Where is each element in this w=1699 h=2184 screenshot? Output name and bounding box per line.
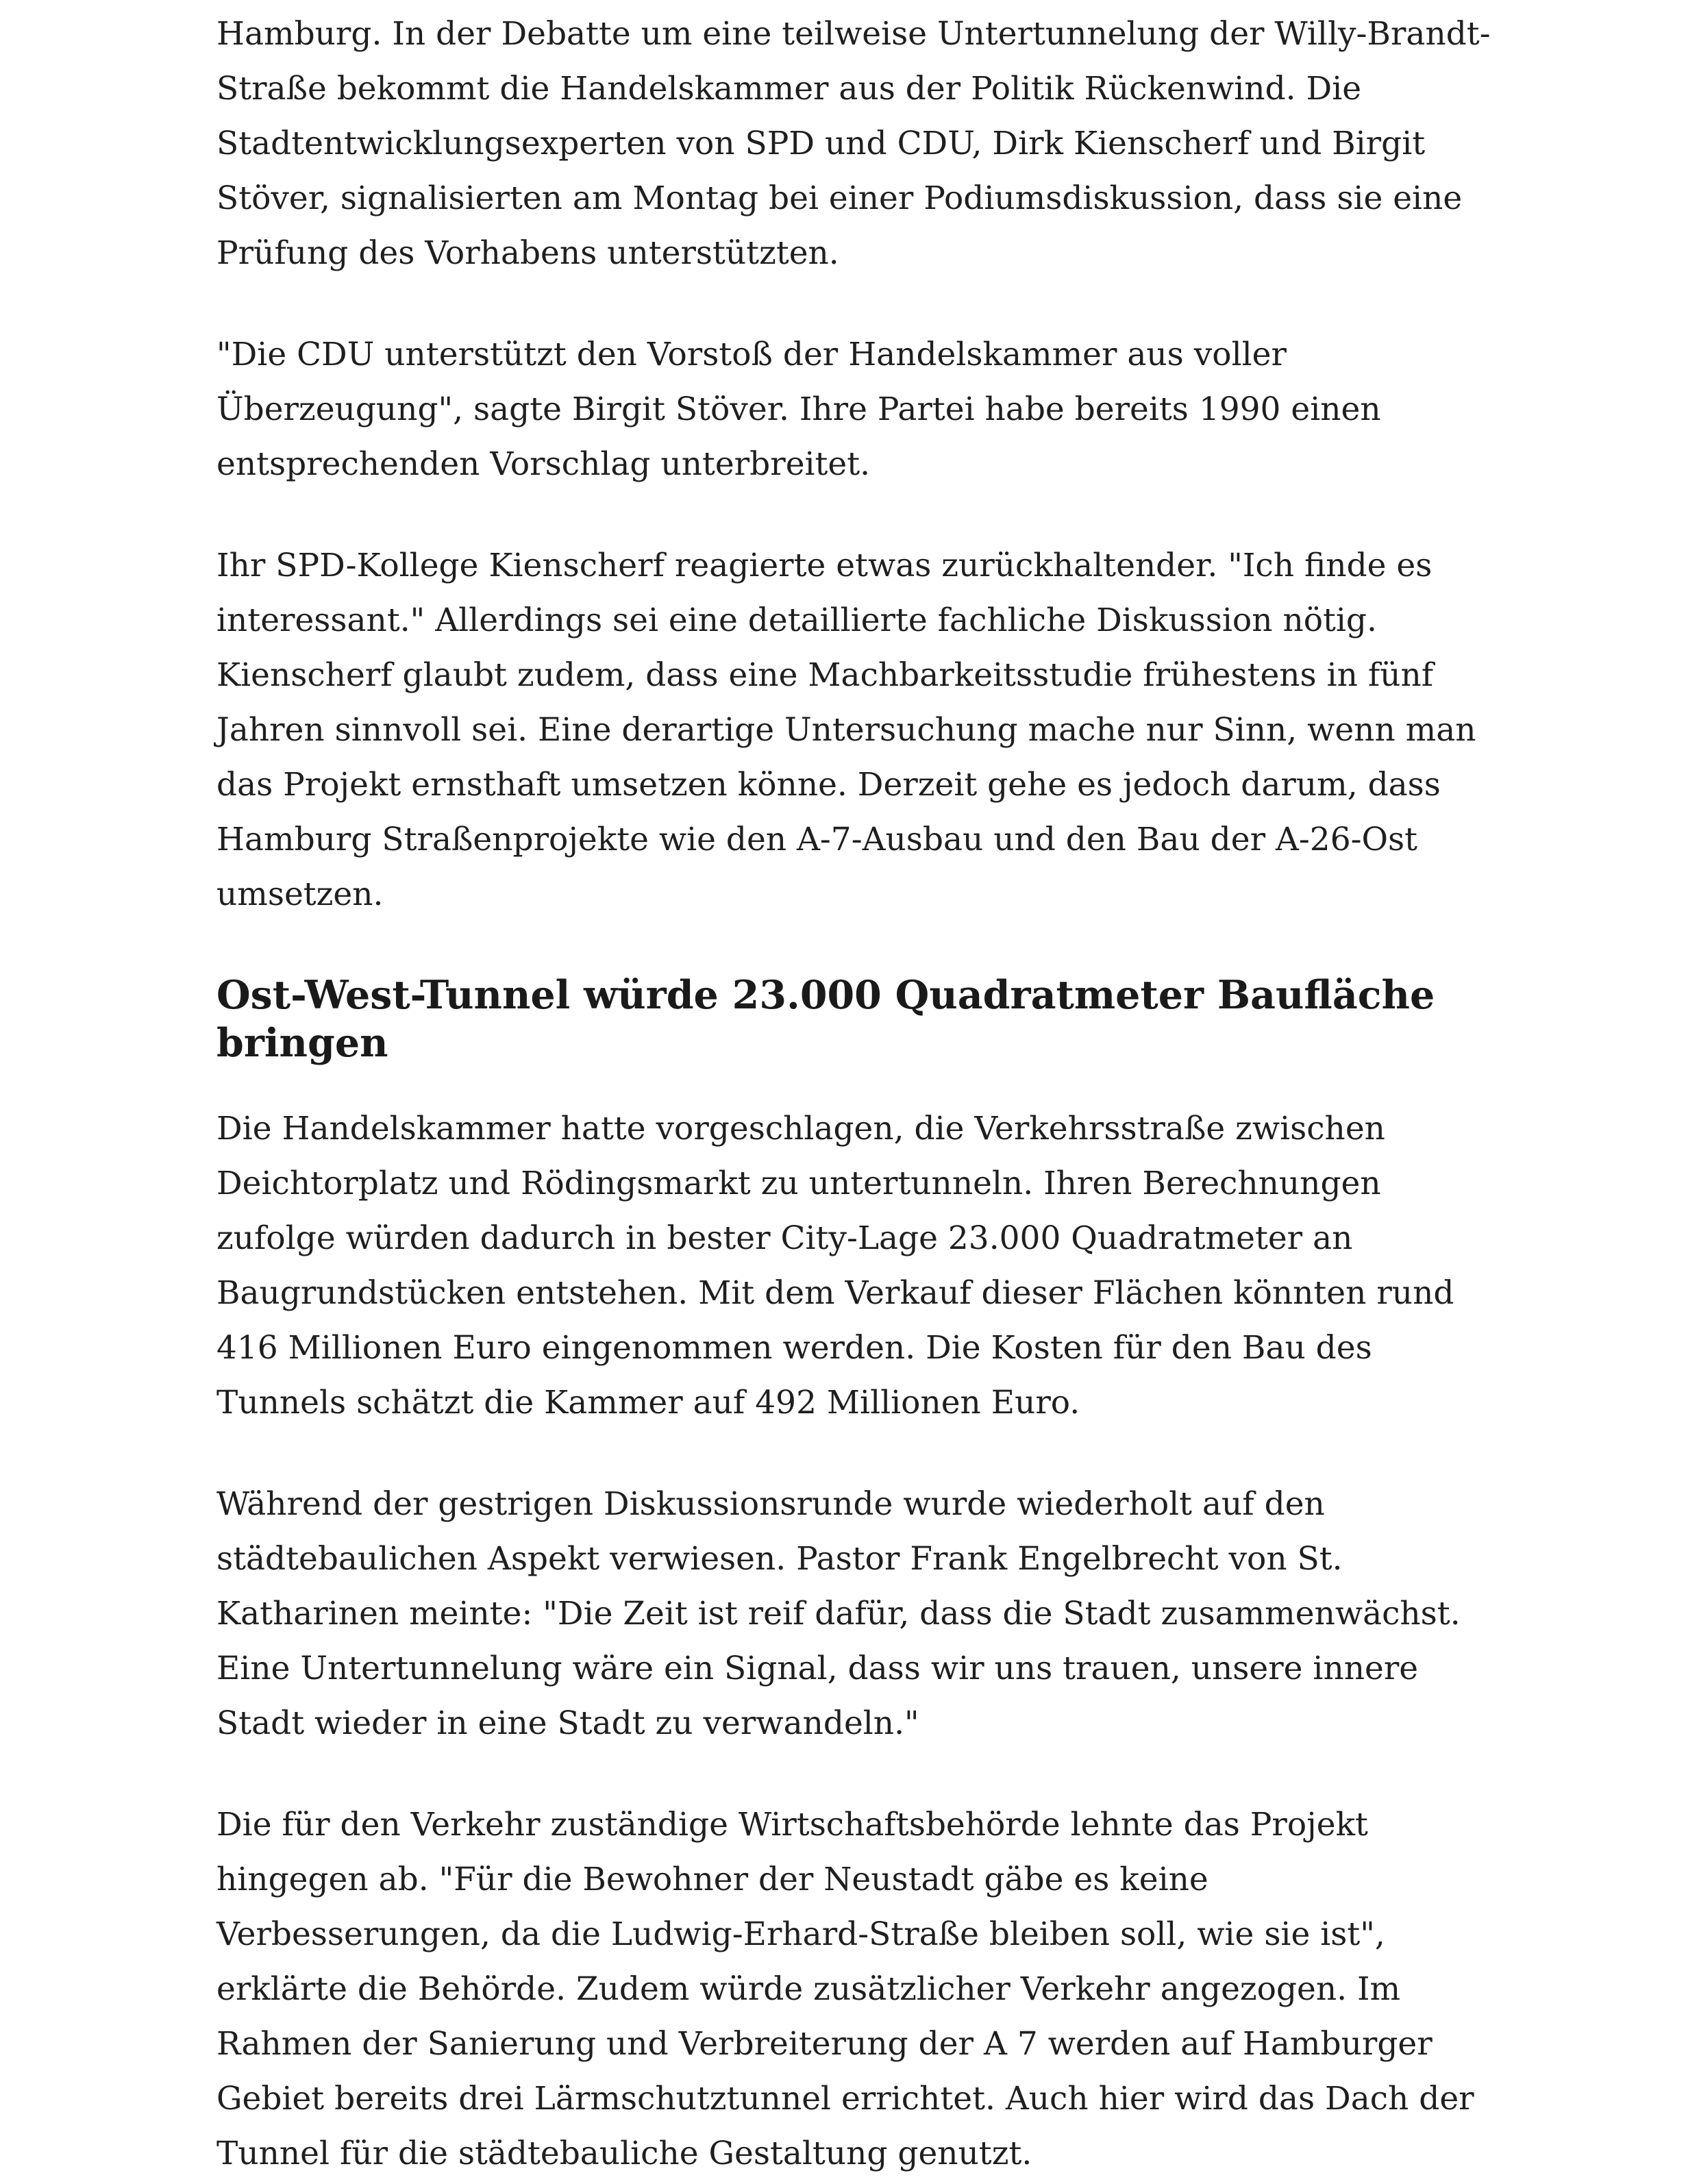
paragraph-spd-response: Ihr SPD-Kollege Kienscherf reagierte etwas zurückhaltender. "Ich finde es interessant." Allerdings sei eine detaillierte fachliche Diskussion nötig. Kienscherf glaubt zudem, dass eine Machbarkeitsstudie frühestens in fünf Jahren sinnvoll sei. Eine derartige Untersuchung mache nur Sinn, wenn man das Projekt ernsthaft umsetzen könne. Derzeit gehe es jedoch darum, dass Hamburg Straßenprojekte wie den A-7-Ausbau und den Bau der A-26-Ost umsetzen. bbox=[216, 547, 1476, 913]
section-heading: Ost-West-Tunnel würde 23.000 Quadratmeter Baufläche bringen bbox=[216, 972, 1435, 1066]
paragraph-proposal: Die Handelskammer hatte vorgeschlagen, die Verkehrsstraße zwischen Deichtorplatz und Rödingsmarkt zu untertunneln. Ihren Berechnungen zufolge würden dadurch in bester City-Lage 23.000 Quadratmeter an Baugrundstücken entstehen. Mit dem Verkauf dieser Flächen könnten rund 416 Millionen Euro eingenommen werden. Die Kosten für den Bau des Tunnels schätzt die Kammer auf 492 Millionen Euro. bbox=[216, 1110, 1454, 1422]
article-body bbox=[216, 7, 1491, 2181]
paragraph-intro: Hamburg. In der Debatte um eine teilweise Untertunnelung der Willy-Brandt-Straße bekommt die Handelskammer aus der Politik Rückenwind. Die Stadtentwicklungsexperten von SPD und CDU, Dirk Kienscherf und Birgit Stöver, signalisierten am Montag bei einer Podiumsdiskussion, dass sie eine Prüfung des Vorhabens unterstützten. bbox=[216, 15, 1491, 272]
page bbox=[216, 0, 1491, 2181]
paragraph-cdu-quote: "Die CDU unterstützt den Vorstoß der Handelskammer aus voller Überzeugung", sagte Birgit Stöver. Ihre Partei habe bereits 1990 einen entsprechenden Vorschlag unterbreitet. bbox=[216, 336, 1381, 483]
paragraph-discussion: Während der gestrigen Diskussionsrunde wurde wiederholt auf den städtebaulichen Aspekt verwiesen. Pastor Frank Engelbrecht von St. Katharinen meinte: "Die Zeit ist reif dafür, dass die Stadt zusammenwächst. Eine Untertunnelung wäre ein Signal, dass wir uns trauen, unsere innere Stadt wieder in eine Stadt zu verwandeln." bbox=[216, 1485, 1461, 1742]
paragraph-authority: Die für den Verkehr zuständige Wirtschaftsbehörde lehnte das Projekt hingegen ab. "Für die Bewohner der Neustadt gäbe es keine Verbesserungen, da die Ludwig-Erhard-Straße bleiben soll, wie sie ist", erklärte die Behörde. Zudem würde zusätzlicher Verkehr angezogen. Im Rahmen der Sanierung und Verbreiterung der A 7 werden auf Hamburger Gebiet bereits drei Lärmschutztunnel errichtet. Auch hier wird das Dach der Tunnel für die städtebauliche Gestaltung genutzt. bbox=[216, 1806, 1474, 2172]
